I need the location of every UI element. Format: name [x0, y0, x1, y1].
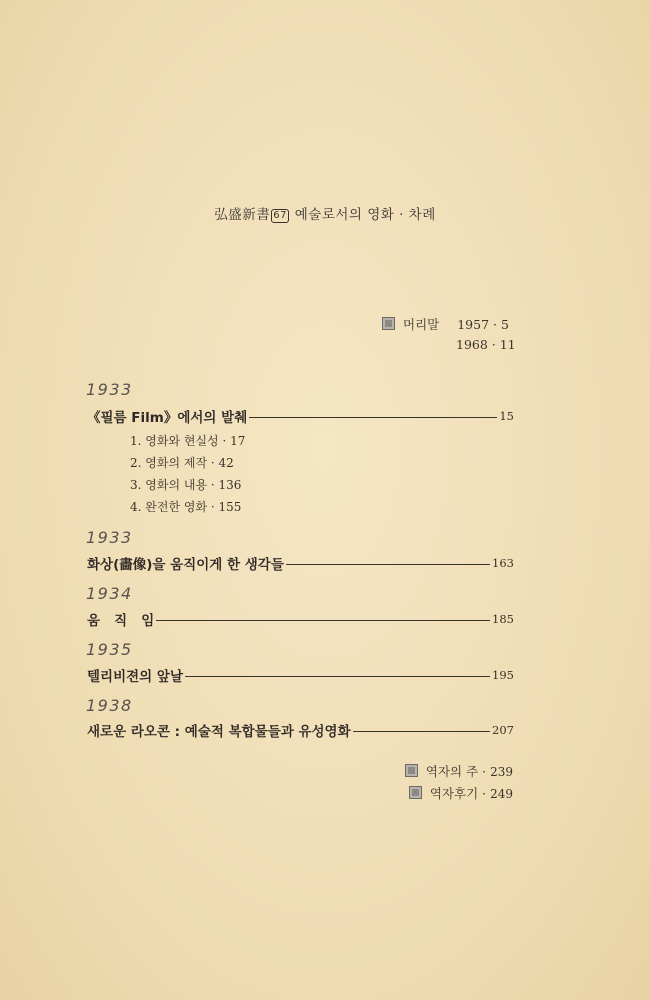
- sub-entry: 1. 영화와 현실성 · 17: [130, 434, 246, 448]
- back-matter-label: 역자후기 ·: [429, 786, 491, 801]
- back-matter-page: 239: [490, 765, 513, 779]
- series-number: 67: [273, 210, 287, 221]
- section-year: 1934: [86, 584, 133, 603]
- back-matter-label: 역자의 주 ·: [425, 764, 491, 779]
- dot-leader: [156, 620, 490, 621]
- series-prefix: 弘盛新書: [214, 207, 271, 223]
- preface-date-1: 1957 · 5: [457, 317, 509, 332]
- section-year: 1933: [86, 380, 133, 399]
- series-title: [0, 203, 650, 223]
- section-year: 1933: [86, 528, 133, 547]
- back-matter-entry: [405, 762, 513, 780]
- toc-entry-title: 새로운 라오콘 : 예술적 복합물들과 유성영화: [87, 724, 351, 740]
- section-year: 1938: [86, 696, 133, 715]
- toc-entry: [87, 406, 514, 426]
- toc-entry-page: 15: [499, 409, 514, 423]
- toc-entry-page: 163: [492, 556, 514, 570]
- toc-entry: [87, 609, 514, 629]
- dot-leader: [185, 676, 490, 677]
- sub-entry: 3. 영화의 내용 · 136: [130, 478, 242, 492]
- back-matter-entry: [409, 784, 513, 802]
- dot-leader: [249, 417, 497, 418]
- toc-entry: [87, 665, 514, 685]
- dot-leader: [286, 564, 490, 565]
- sub-entry: 4. 완전한 영화 · 155: [130, 500, 242, 514]
- toc-entry-page: 185: [492, 612, 514, 626]
- toc-entry-page: 195: [492, 668, 514, 682]
- dot-leader: [353, 731, 490, 732]
- toc-entry-title: 텔리비젼의 앞날: [87, 669, 183, 685]
- toc-entry-title: 화상(畵像)을 움직이게 한 생각들: [87, 557, 284, 573]
- square-bullet-icon: [405, 764, 418, 777]
- toc-entry: [87, 720, 514, 740]
- preface-date-2: 1968 · 11: [456, 337, 516, 352]
- book-title: 예술로서의 영화 · 차례: [294, 207, 436, 223]
- toc-entry-title: 《필름 Film》에서의 발췌: [87, 410, 248, 426]
- toc-entry: [87, 553, 514, 573]
- toc-entry-page: 207: [492, 723, 514, 737]
- section-year: 1935: [86, 640, 133, 659]
- preface-entry: [382, 315, 509, 333]
- square-bullet-icon: [382, 317, 395, 330]
- sub-entry: 2. 영화의 제작 · 42: [130, 456, 234, 470]
- toc-entry-title: 움 직 임: [87, 613, 155, 629]
- back-matter-page: 249: [490, 787, 513, 801]
- square-bullet-icon: [409, 786, 422, 799]
- preface-label: 머리말: [403, 317, 440, 332]
